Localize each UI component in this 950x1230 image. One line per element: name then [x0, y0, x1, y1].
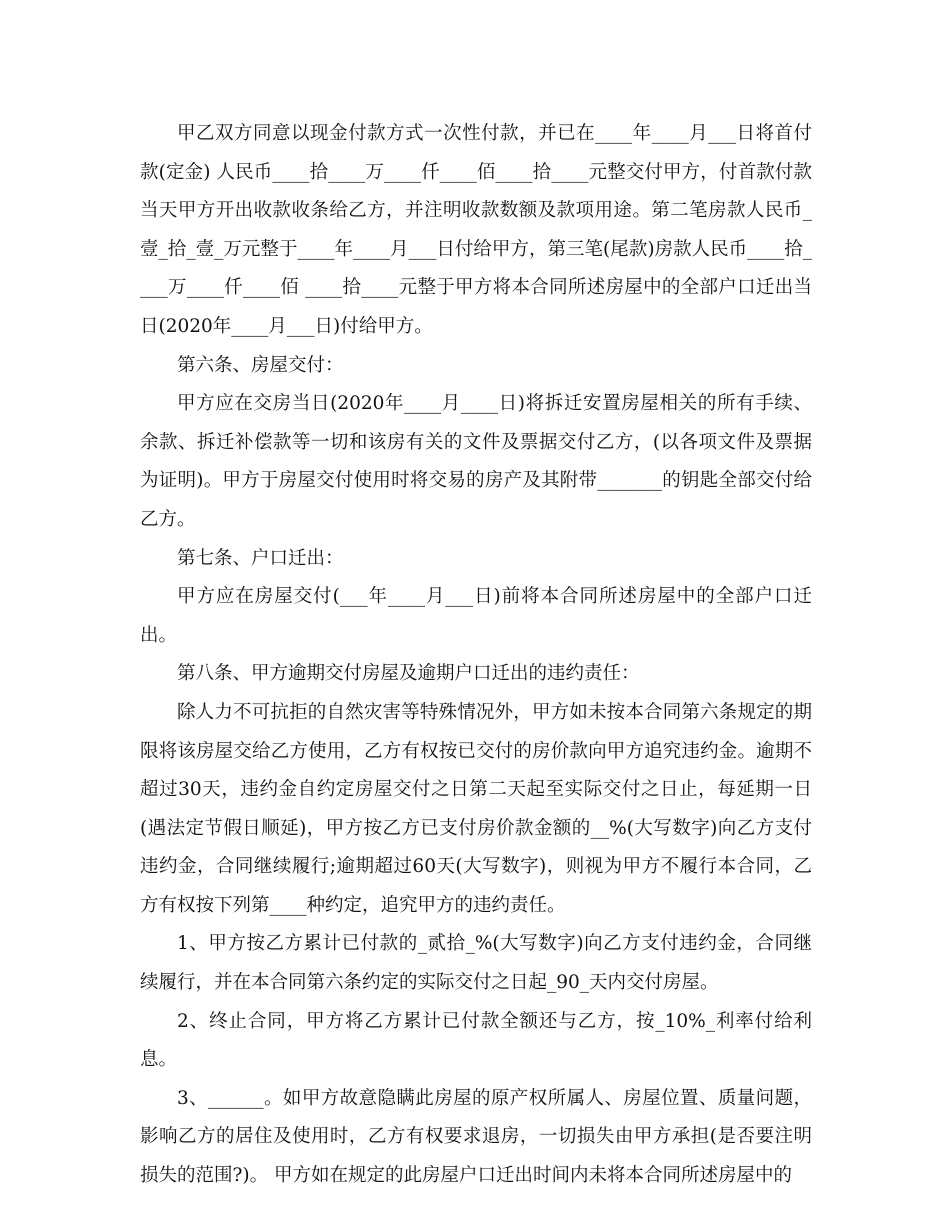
document-body: [140, 115, 812, 1196]
heading-article-6: 第六条、房屋交付：: [177, 354, 344, 376]
paragraph-payment-terms: 甲乙双方同意以现金付款方式一次性付款，并已在____年____月___日将首付款(定金) 人民币____拾____万____仟____佰____拾____元整交付甲方，付首款付款当天甲方开出收款收条给乙方，并注明收款数额及款项用途。第二笔房款人民币_壹_拾_壹_万元整于____年____月___日付给甲方，第三笔(尾款)房款人民币____拾____万____仟____佰 ____拾____元整于甲方将本合同所述房屋中的全部户口迁出当日(2020年____月___日)付给甲方。: [140, 123, 812, 337]
paragraph-default-liability: 除人力不可抗拒的自然灾害等特殊情况外，甲方如未按本合同第六条规定的期限将该房屋交给乙方使用，乙方有权按已交付的房价款向甲方追究违约金。逾期不超过30天，违约金自约定房屋交付之日第二天起至实际交付之日止，每延期一日(遇法定节假日顺延)，甲方按乙方已支付房价款金额的__%(大写数字)向乙方支付违约金，合同继续履行;逾期超过60天(大写数字)，则视为甲方不履行本合同，乙方有权按下列第____种约定，追究甲方的违约责任。: [140, 701, 812, 916]
heading-article-8: 第八条、甲方逾期交付房屋及逾期户口迁出的违约责任：: [177, 663, 640, 685]
heading-article-7: 第七条、户口迁出：: [177, 547, 344, 569]
paragraph-clause-1: 1、甲方按乙方累计已付款的_贰拾_%(大写数字)向乙方支付违约金，合同继续履行，并在本合同第六条约定的实际交付之日起_90_天内交付房屋。: [140, 933, 812, 994]
paragraph-household-registration: 甲方应在房屋交付(___年____月___日)前将本合同所述房屋中的全部户口迁出。: [140, 586, 812, 646]
paragraph-house-delivery: 甲方应在交房当日(2020年____月____日)将拆迁安置房屋相关的所有手续、余款、拆迁补偿款等一切和该房有关的文件及票据交付乙方，(以各项文件及票据为证明)。甲方于房屋交付使用时将交易的房产及其附带_______的钥匙全部交付给乙方。: [140, 393, 812, 530]
paragraph-clause-2: 2、终止合同，甲方将乙方累计已付款全额还与乙方，按_10%_利率付给利息。: [140, 1010, 812, 1071]
paragraph-clause-3: 3、______。如甲方故意隐瞒此房屋的原产权所属人、房屋位置、质量问题，影响乙方的居住及使用时，乙方有权要求退房，一切损失由甲方承担(是否要注明损失的范围?)。 甲方如在规定的此房屋户口迁出时间内未将本合同所述房屋中的: [140, 1087, 812, 1187]
